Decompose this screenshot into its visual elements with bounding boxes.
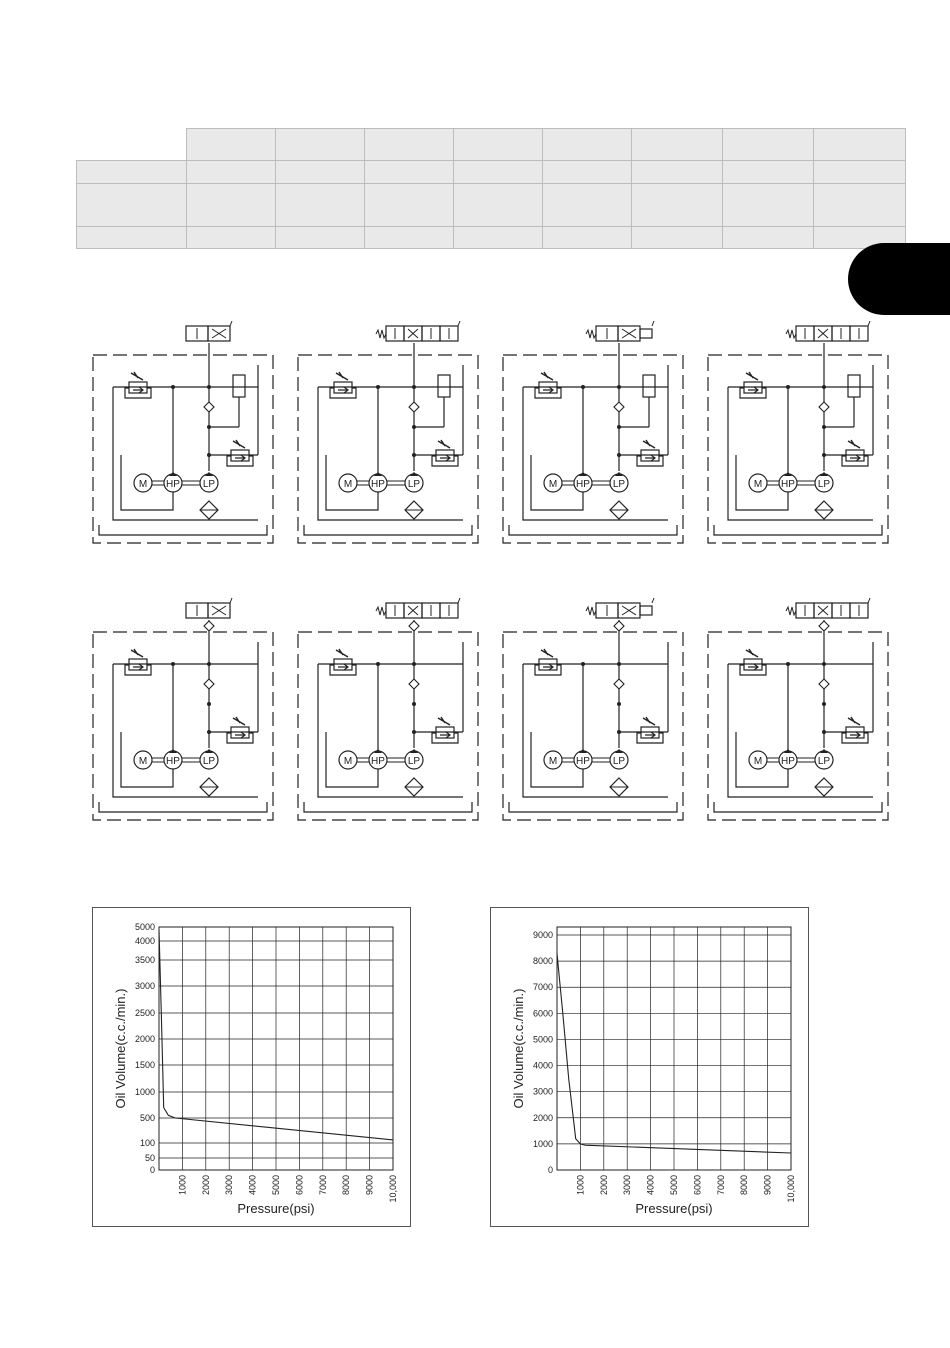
junction-dot xyxy=(376,662,380,666)
check-valve xyxy=(204,402,214,412)
hp-relief-valve-spring-icon xyxy=(336,649,348,657)
directional-valve-5-lever-icon xyxy=(458,598,460,603)
motor-label: M xyxy=(548,479,558,490)
x-tick-label: 5000 xyxy=(271,1175,281,1196)
x-tick-label: 1000 xyxy=(575,1175,586,1196)
motor-label: M xyxy=(548,756,558,767)
hp-relief-valve-arrow xyxy=(543,664,553,670)
return-line xyxy=(318,387,463,520)
hp-relief-valve-spring-icon xyxy=(131,649,143,657)
x-tick-label: 9000 xyxy=(762,1175,773,1196)
tank-line xyxy=(714,525,882,535)
junction-dot xyxy=(207,385,211,389)
junction-dot xyxy=(207,662,211,666)
lp-relief-valve-spring-icon xyxy=(848,440,860,448)
circuit-unit-6 xyxy=(503,620,683,820)
junction-dot xyxy=(376,385,380,389)
top-check-valve xyxy=(819,621,829,631)
junction-dot xyxy=(617,453,621,457)
hp-relief-valve-arrow xyxy=(543,387,553,393)
hp-relief-valve-arrow xyxy=(133,664,143,670)
motor-label: M xyxy=(343,479,353,490)
check-valve xyxy=(409,679,419,689)
lp-relief-valve-arrow xyxy=(850,732,860,738)
hp-pump-label: HP xyxy=(371,479,385,490)
hp-relief-valve-arrow xyxy=(338,664,348,670)
hp-pump-label: HP xyxy=(166,756,180,767)
x-tick-label: 5000 xyxy=(669,1175,679,1196)
y-tick-label: 0 xyxy=(149,1165,155,1175)
junction-dot xyxy=(786,662,790,666)
check-valve xyxy=(819,402,829,412)
hp-pump-label: HP xyxy=(576,479,590,490)
check-valve xyxy=(204,679,214,689)
directional-valve-6-lever-icon xyxy=(652,598,654,603)
junction-dot xyxy=(617,385,621,389)
reservoir-outline xyxy=(503,632,683,820)
junction-dot xyxy=(617,702,621,706)
tank-line xyxy=(714,802,882,812)
y-tick-label: 8000 xyxy=(532,956,553,967)
oil-volume-chart-2 xyxy=(490,907,809,1227)
x-tick-label: 9000 xyxy=(364,1175,375,1196)
directional-valve-7-spring-icon xyxy=(786,607,796,615)
junction-dot xyxy=(412,453,416,457)
junction-dot xyxy=(581,385,585,389)
lp-relief-valve-arrow xyxy=(235,732,245,738)
lp-pump-label: LP xyxy=(612,756,626,767)
hp-relief-valve-arrow xyxy=(748,664,758,670)
directional-valve-2-solenoid-icon xyxy=(640,329,652,338)
directional-valve-5-spring-icon xyxy=(376,607,386,615)
tank-line xyxy=(304,525,472,535)
directional-valve-0-lever-icon xyxy=(230,321,232,326)
lp-relief-valve-arrow xyxy=(440,455,450,461)
motor-label: M xyxy=(138,479,148,490)
hp-pump-label: HP xyxy=(576,756,590,767)
x-tick-label: 7000 xyxy=(317,1175,328,1196)
hp-relief-valve-spring-icon xyxy=(336,372,348,380)
x-tick-label: 8000 xyxy=(739,1175,750,1196)
circuit-unit-2 xyxy=(503,343,683,543)
y-tick-label: 0 xyxy=(547,1165,553,1175)
lp-pump-label: LP xyxy=(407,479,421,490)
lp-pump-label: LP xyxy=(817,756,831,767)
y-axis-title: Oil Volume(c.c./min.) xyxy=(511,988,526,1109)
y-tick-label: 9000 xyxy=(532,930,553,940)
reservoir-outline xyxy=(298,632,478,820)
directional-valve-7-lever-icon xyxy=(868,598,870,603)
directional-valve-6-spring-icon xyxy=(586,607,596,615)
x-tick-label: 1000 xyxy=(177,1175,188,1196)
check-valve xyxy=(819,679,829,689)
junction-dot xyxy=(822,662,826,666)
lp-relief-valve-spring-icon xyxy=(438,440,450,448)
top-check-valve xyxy=(614,621,624,631)
return-line xyxy=(728,387,873,520)
x-axis-title: Pressure(psi) xyxy=(237,1201,315,1216)
y-tick-label: 3500 xyxy=(134,955,155,965)
return-line xyxy=(318,664,463,797)
junction-dot xyxy=(786,385,790,389)
pilot-valve xyxy=(233,375,245,397)
hp-relief-valve-spring-icon xyxy=(541,649,553,657)
junction-dot xyxy=(207,453,211,457)
lp-pump-label: LP xyxy=(612,479,626,490)
pilot-valve xyxy=(438,375,450,397)
y-tick-label: 3000 xyxy=(532,1086,553,1097)
x-tick-label: 6000 xyxy=(692,1175,703,1196)
oil-volume-chart-1 xyxy=(92,907,411,1227)
lp-relief-valve-spring-icon xyxy=(643,440,655,448)
directional-valve-6-solenoid-icon xyxy=(640,606,652,615)
directional-valve-6-cross xyxy=(622,606,636,615)
directional-valve-4-cross xyxy=(212,606,226,615)
lp-relief-valve-spring-icon xyxy=(848,717,860,725)
junction-dot xyxy=(617,730,621,734)
circuit-unit-5 xyxy=(298,620,478,820)
lp-relief-valve-spring-icon xyxy=(233,440,245,448)
reservoir-outline xyxy=(93,355,273,543)
junction-dot xyxy=(207,730,211,734)
hp-relief-valve-arrow xyxy=(748,387,758,393)
x-tick-label: 4000 xyxy=(645,1175,656,1196)
lp-pump-label: LP xyxy=(817,479,831,490)
directional-valve-1-spring-icon xyxy=(376,330,386,338)
reservoir-outline xyxy=(708,355,888,543)
lp-relief-valve-arrow xyxy=(645,732,655,738)
junction-dot xyxy=(412,702,416,706)
tank-line xyxy=(99,525,267,535)
junction-dot xyxy=(822,702,826,706)
check-valve xyxy=(409,402,419,412)
lp-relief-valve-arrow xyxy=(645,455,655,461)
motor-label: M xyxy=(343,756,353,767)
y-tick-label: 1500 xyxy=(134,1060,155,1070)
directional-valve-0-cross xyxy=(212,329,226,338)
circuit-unit-3 xyxy=(708,343,888,543)
motor-label: M xyxy=(753,479,763,490)
directional-valve-2-lever-icon xyxy=(652,321,654,326)
hp-relief-valve-arrow xyxy=(338,387,348,393)
hp-relief-valve-spring-icon xyxy=(746,372,758,380)
x-tick-label: 10,000 xyxy=(786,1175,796,1203)
lp-relief-valve-spring-icon xyxy=(233,717,245,725)
lp-relief-valve-spring-icon xyxy=(643,717,655,725)
junction-dot xyxy=(822,453,826,457)
lp-relief-valve-spring-icon xyxy=(438,717,450,725)
y-tick-label: 3000 xyxy=(134,981,155,991)
reservoir-outline xyxy=(503,355,683,543)
y-tick-label: 6000 xyxy=(532,1008,553,1019)
y-tick-label: 1000 xyxy=(532,1138,553,1149)
directional-valve-3-cross xyxy=(818,329,828,338)
lp-pump-label: LP xyxy=(202,479,216,490)
circuit-unit-4 xyxy=(93,620,273,820)
tank-line xyxy=(509,802,677,812)
x-tick-label: 2000 xyxy=(200,1175,211,1196)
hp-relief-valve-spring-icon xyxy=(541,372,553,380)
directional-valve-1-cross xyxy=(408,329,418,338)
y-axis-title: Oil Volume(c.c./min.) xyxy=(113,988,128,1109)
top-check-valve xyxy=(409,621,419,631)
hp-pump-label: HP xyxy=(371,756,385,767)
circuit-unit-7 xyxy=(708,620,888,820)
x-tick-label: 6000 xyxy=(294,1175,305,1196)
lp-relief-valve-arrow xyxy=(235,455,245,461)
reservoir-outline xyxy=(708,632,888,820)
hp-relief-valve-spring-icon xyxy=(131,372,143,380)
junction-dot xyxy=(207,702,211,706)
y-tick-label: 5000 xyxy=(134,922,155,932)
return-line xyxy=(113,387,258,520)
check-valve xyxy=(614,402,624,412)
lp-relief-valve-arrow xyxy=(440,732,450,738)
junction-dot xyxy=(617,662,621,666)
junction-dot xyxy=(412,385,416,389)
x-tick-label: 4000 xyxy=(247,1175,258,1196)
y-tick-label: 500 xyxy=(139,1113,155,1123)
x-tick-label: 7000 xyxy=(715,1175,726,1196)
y-tick-label: 2500 xyxy=(134,1008,155,1018)
x-tick-label: 3000 xyxy=(224,1175,235,1196)
chart-1-svg xyxy=(93,908,410,1226)
return-line xyxy=(113,664,258,797)
y-tick-label: 2000 xyxy=(134,1034,155,1044)
return-line xyxy=(523,387,668,520)
circuit-unit-0 xyxy=(93,343,273,543)
directional-valve-7-cross xyxy=(818,606,828,615)
pilot-valve xyxy=(848,375,860,397)
directional-valve-4-lever-icon xyxy=(230,598,232,603)
directional-valve-2-cross xyxy=(622,329,636,338)
directional-valve-2-spring-icon xyxy=(586,330,596,338)
return-line xyxy=(728,664,873,797)
junction-dot xyxy=(412,662,416,666)
tank-line xyxy=(304,802,472,812)
y-tick-label: 100 xyxy=(139,1138,155,1148)
lp-relief-valve-arrow xyxy=(850,455,860,461)
y-tick-label: 50 xyxy=(144,1153,155,1163)
junction-dot xyxy=(171,662,175,666)
lp-pump-label: LP xyxy=(202,756,216,767)
junction-dot xyxy=(171,385,175,389)
y-tick-label: 7000 xyxy=(532,982,553,993)
motor-label: M xyxy=(753,756,763,767)
junction-dot xyxy=(581,662,585,666)
hp-relief-valve-spring-icon xyxy=(746,649,758,657)
tank-line xyxy=(99,802,267,812)
directional-valve-5-cross xyxy=(408,606,418,615)
y-tick-label: 5000 xyxy=(532,1034,553,1045)
top-check-valve xyxy=(204,621,214,631)
circuit-unit-1 xyxy=(298,343,478,543)
y-tick-label: 2000 xyxy=(532,1112,553,1123)
directional-valve-3-spring-icon xyxy=(786,330,796,338)
hp-relief-valve-arrow xyxy=(133,387,143,393)
x-tick-label: 10,000 xyxy=(388,1175,398,1203)
tank-line xyxy=(509,525,677,535)
y-tick-label: 4000 xyxy=(532,1060,553,1071)
directional-valve-1-lever-icon xyxy=(458,321,460,326)
junction-dot xyxy=(412,730,416,734)
hp-pump-label: HP xyxy=(781,479,795,490)
x-tick-label: 3000 xyxy=(622,1175,633,1196)
directional-valve-3-lever-icon xyxy=(868,321,870,326)
x-axis-title: Pressure(psi) xyxy=(635,1201,713,1216)
hp-pump-label: HP xyxy=(781,756,795,767)
lp-pump-label: LP xyxy=(407,756,421,767)
junction-dot xyxy=(822,385,826,389)
y-tick-label: 1000 xyxy=(134,1087,155,1097)
reservoir-outline xyxy=(298,355,478,543)
x-tick-label: 8000 xyxy=(341,1175,352,1196)
pilot-valve xyxy=(643,375,655,397)
motor-label: M xyxy=(138,756,148,767)
chart-2-svg xyxy=(491,908,808,1226)
reservoir-outline xyxy=(93,632,273,820)
y-tick-label: 4000 xyxy=(134,936,155,946)
check-valve xyxy=(614,679,624,689)
junction-dot xyxy=(822,730,826,734)
hp-pump-label: HP xyxy=(166,479,180,490)
return-line xyxy=(523,664,668,797)
x-tick-label: 2000 xyxy=(598,1175,609,1196)
